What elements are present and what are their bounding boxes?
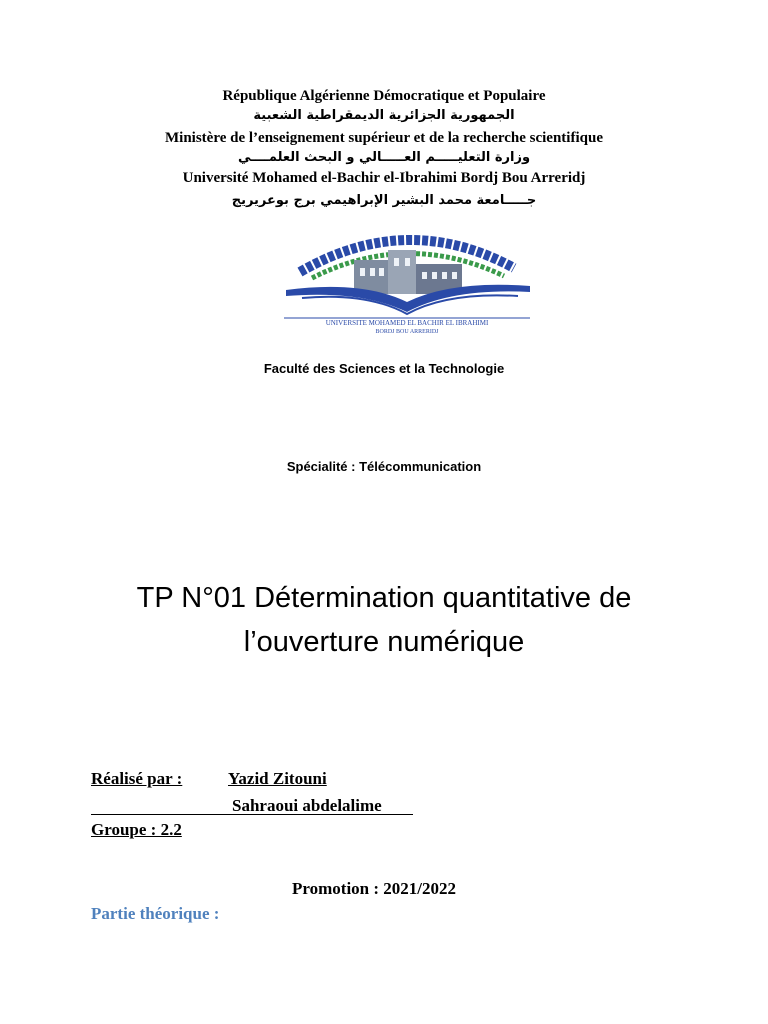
- faculty-name: Faculté des Sciences et la Technologie: [263, 361, 505, 376]
- header-university-ar: جـــــامعة محمد البشير الإبراهيمي برج بوعريريج: [231, 193, 537, 208]
- group: Groupe : 2.2: [91, 820, 182, 839]
- header-country-ar: الجمهورية الجزائرية الديمقراطية الشعبية: [253, 108, 515, 123]
- title-line1: TP N°01 Détermination quantitative de: [136, 582, 632, 614]
- header-ministry-ar: وزارة التعليـــــم العـــــالي و البحث العلمــــي: [237, 150, 531, 165]
- section-heading: Partie théorique :: [91, 904, 220, 923]
- author-name-2: Sahraoui abdelalime: [232, 796, 382, 815]
- specialty: Spécialité : Télécommunication: [286, 459, 482, 474]
- author-name-1: Yazid Zitouni: [228, 769, 327, 788]
- header-country-fr: République Algérienne Démocratique et Populaire: [222, 88, 546, 104]
- authors-label: Réalisé par :: [91, 769, 183, 788]
- promotion: Promotion : 2021/2022: [292, 879, 457, 898]
- university-logo: [282, 220, 532, 338]
- title-line2: l’ouverture numérique: [243, 626, 525, 658]
- header-university-fr: Université Mohamed el-Bachir el-Ibrahimi Bordj Bou Arreridj: [182, 170, 586, 186]
- header-ministry-fr: Ministère de l’enseignement supérieur et de la recherche scientifique: [165, 130, 603, 146]
- document-title: [0, 576, 768, 664]
- logo-caption-line2: BORDJ BOU ARRERIDJ: [375, 329, 439, 335]
- logo-caption-line1: UNIVERSITE MOHAMED EL BACHIR EL IBRAHIMI: [325, 319, 489, 327]
